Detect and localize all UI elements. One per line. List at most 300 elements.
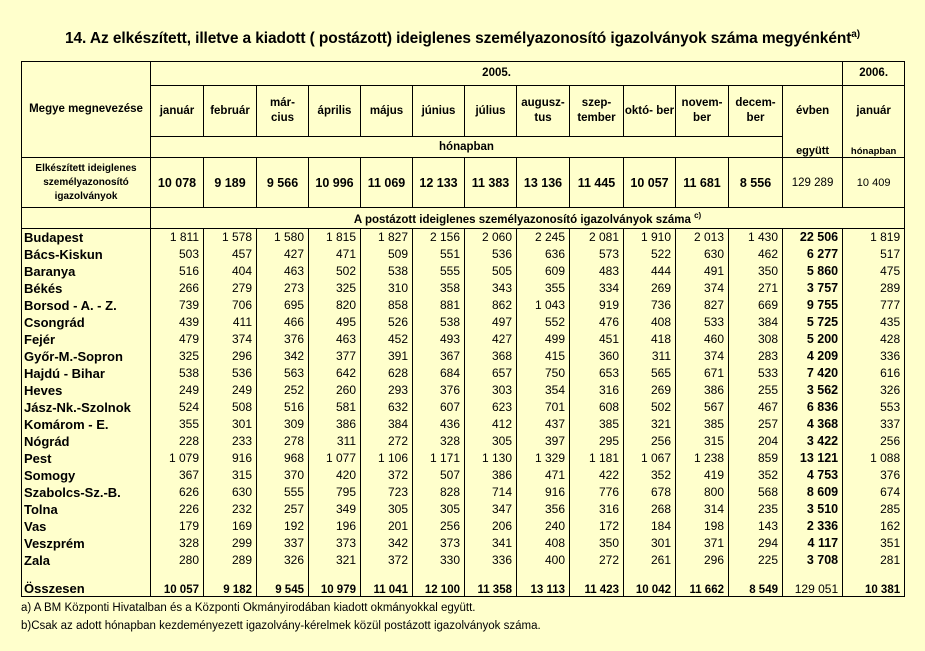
table-cell: 495	[309, 314, 361, 331]
table-cell: 334	[570, 280, 624, 297]
table-cell: 341	[465, 535, 517, 552]
month-header: októ- ber	[624, 86, 676, 137]
table-cell: 497	[465, 314, 517, 331]
table-cell: 226	[151, 501, 204, 518]
table-cell: 296	[676, 552, 729, 569]
table-cell: 3 757	[783, 280, 843, 297]
table-cell: 179	[151, 518, 204, 535]
table-cell: 422	[570, 467, 624, 484]
table-cell: 858	[361, 297, 413, 314]
table-cell: 196	[309, 518, 361, 535]
table-cell: 968	[257, 450, 309, 467]
table-cell: 827	[676, 297, 729, 314]
table-cell: 555	[413, 263, 465, 280]
table-cell: 795	[309, 484, 361, 501]
table-cell: 1 329	[517, 450, 570, 467]
table-cell: 295	[570, 433, 624, 450]
table-cell: 503	[151, 246, 204, 263]
elkeszitett-value: 10 409	[843, 158, 905, 208]
table-cell: 326	[257, 552, 309, 569]
table-cell: 271	[729, 280, 783, 297]
postazott-header: A postázott ideiglenes személyazonosító igazolványok száma $^{c)}$	[151, 208, 905, 229]
table-cell: 305	[413, 501, 465, 518]
table-cell: 516	[151, 263, 204, 280]
table-cell: 4 753	[783, 467, 843, 484]
table-cell: 373	[413, 535, 465, 552]
table-cell: 172	[570, 518, 624, 535]
table-cell: 296	[204, 348, 257, 365]
table-cell: 533	[676, 314, 729, 331]
table-cell: 436	[413, 416, 465, 433]
table-title: 14. Az elkészített, illetve a kiadott ( postázott) ideiglenes személyazonosító igazolványok száma megyénként$^{a)}$	[65, 29, 860, 48]
table-cell: 358	[413, 280, 465, 297]
table-cell: 256	[843, 433, 905, 450]
table-cell: 581	[309, 399, 361, 416]
table-cell: 260	[309, 382, 361, 399]
table-cell: 310	[361, 280, 413, 297]
table-cell: 326	[843, 382, 905, 399]
table-cell: 563	[257, 365, 309, 382]
table-cell: 6 277	[783, 246, 843, 263]
table-cell: 336	[843, 348, 905, 365]
table-cell: 777	[843, 297, 905, 314]
table-cell: 162	[843, 518, 905, 535]
table-cell: 630	[676, 246, 729, 263]
evben-header: évben	[783, 86, 843, 137]
table-cell: 536	[204, 365, 257, 382]
table-cell: 349	[309, 501, 361, 518]
table-cell: 384	[361, 416, 413, 433]
table-cell: 1 130	[465, 450, 517, 467]
county-name: Vas	[22, 518, 151, 535]
table-cell: 257	[257, 501, 309, 518]
megye-header: Megye megnevezése	[22, 62, 151, 158]
table-cell: 462	[729, 246, 783, 263]
elkeszitett-value: 10 057	[624, 158, 676, 208]
table-cell: 372	[361, 467, 413, 484]
total-value: 10 979	[309, 569, 361, 596]
table-cell: 467	[729, 399, 783, 416]
table-cell: 350	[729, 263, 783, 280]
table-cell: 1 430	[729, 229, 783, 247]
table-cell: 293	[361, 382, 413, 399]
table-cell: 228	[151, 433, 204, 450]
table-cell: 269	[624, 280, 676, 297]
table-cell: 609	[517, 263, 570, 280]
table-cell: 452	[361, 331, 413, 348]
table-cell: 316	[570, 382, 624, 399]
table-row	[22, 552, 905, 569]
month-header: június	[413, 86, 465, 137]
table-cell: 427	[465, 331, 517, 348]
honapban-header: hónapban	[151, 137, 783, 158]
table-cell: 750	[517, 365, 570, 382]
table-cell: 360	[570, 348, 624, 365]
table-cell: 1 171	[413, 450, 465, 467]
table-row	[22, 263, 905, 280]
table-row	[22, 331, 905, 348]
table-cell: 3 708	[783, 552, 843, 569]
table-cell: 632	[361, 399, 413, 416]
county-name: Zala	[22, 552, 151, 569]
blank-cell	[22, 208, 151, 229]
table-cell: 5 725	[783, 314, 843, 331]
month-header: július	[465, 86, 517, 137]
footnote-b: b)Csak az adott hónapban kezdeményezett igazolvány-kérelmek közül postázott igazolványok száma.	[21, 620, 541, 632]
table-cell: 377	[309, 348, 361, 365]
table-cell: 367	[413, 348, 465, 365]
table-cell: 479	[151, 331, 204, 348]
table-cell: 1 067	[624, 450, 676, 467]
table-cell: 463	[257, 263, 309, 280]
table-cell: 314	[676, 501, 729, 518]
table-cell: 279	[204, 280, 257, 297]
table-cell: 412	[465, 416, 517, 433]
table-row	[22, 484, 905, 501]
table-cell: 471	[309, 246, 361, 263]
table-cell: 636	[517, 246, 570, 263]
table-cell: 256	[413, 518, 465, 535]
table-cell: 522	[624, 246, 676, 263]
table-cell: 1 811	[151, 229, 204, 247]
table-row	[22, 467, 905, 484]
table-cell: 573	[570, 246, 624, 263]
table-cell: 372	[361, 552, 413, 569]
table-cell: 309	[257, 416, 309, 433]
table-cell: 272	[570, 552, 624, 569]
elkeszitett-value: 13 136	[517, 158, 570, 208]
table-cell: 626	[151, 484, 204, 501]
table-cell: 370	[257, 467, 309, 484]
table-cell: 316	[570, 501, 624, 518]
postazott-footnote-mark: c)	[694, 210, 702, 220]
table-cell: 820	[309, 297, 361, 314]
month-header: január	[151, 86, 204, 137]
table-cell: 169	[204, 518, 257, 535]
table-cell: 628	[361, 365, 413, 382]
total-value: 11 423	[570, 569, 624, 596]
table-cell: 249	[151, 382, 204, 399]
table-cell: 336	[465, 552, 517, 569]
table-cell: 671	[676, 365, 729, 382]
table-cell: 568	[729, 484, 783, 501]
table-row	[22, 450, 905, 467]
table-cell: 623	[465, 399, 517, 416]
elkeszitett-value: 11 069	[361, 158, 413, 208]
table-row	[22, 382, 905, 399]
table-cell: 538	[151, 365, 204, 382]
table-cell: 4 117	[783, 535, 843, 552]
total-value: 11 358	[465, 569, 517, 596]
table-cell: 206	[465, 518, 517, 535]
table-cell: 184	[624, 518, 676, 535]
table-cell: 368	[465, 348, 517, 365]
table-cell: 201	[361, 518, 413, 535]
total-value: 129 051	[783, 569, 843, 596]
table-cell: 384	[729, 314, 783, 331]
table-cell: 491	[676, 263, 729, 280]
table-cell: 376	[843, 467, 905, 484]
table-cell: 355	[517, 280, 570, 297]
table-cell: 460	[676, 331, 729, 348]
table-cell: 776	[570, 484, 624, 501]
table-cell: 266	[151, 280, 204, 297]
table-cell: 355	[151, 416, 204, 433]
county-name: Pest	[22, 450, 151, 467]
total-value: 10 057	[151, 569, 204, 596]
table-cell: 252	[257, 382, 309, 399]
table-cell: 376	[257, 331, 309, 348]
month-header: már- cius	[257, 86, 309, 137]
county-name: Győr-M.-Sopron	[22, 348, 151, 365]
table-cell: 311	[309, 433, 361, 450]
footnote-a: a) A BM Központi Hivatalban és a Központi Okmányirodában kiadott okmányokkal együtt.	[21, 602, 476, 614]
table-cell: 526	[361, 314, 413, 331]
county-name: Jász-Nk.-Szolnok	[22, 399, 151, 416]
county-name: Szabolcs-Sz.-B.	[22, 484, 151, 501]
table-cell: 1 088	[843, 450, 905, 467]
month-header: augusz- tus	[517, 86, 570, 137]
county-name: Komárom - E.	[22, 416, 151, 433]
table-cell: 235	[729, 501, 783, 518]
table-cell: 444	[624, 263, 676, 280]
elkeszitett-value: 12 133	[413, 158, 465, 208]
table-cell: 350	[570, 535, 624, 552]
table-cell: 502	[624, 399, 676, 416]
table-cell: 800	[676, 484, 729, 501]
table-cell: 1 819	[843, 229, 905, 247]
table-cell: 280	[151, 552, 204, 569]
table-cell: 1 815	[309, 229, 361, 247]
table-cell: 303	[465, 382, 517, 399]
table-cell: 1 043	[517, 297, 570, 314]
county-name: Baranya	[22, 263, 151, 280]
table-row	[22, 246, 905, 263]
table-cell: 325	[151, 348, 204, 365]
table-cell: 143	[729, 518, 783, 535]
table-cell: 695	[257, 297, 309, 314]
table-cell: 328	[151, 535, 204, 552]
table-cell: 325	[309, 280, 361, 297]
table-cell: 337	[257, 535, 309, 552]
total-row	[22, 569, 905, 596]
table-cell: 1 578	[204, 229, 257, 247]
table-cell: 919	[570, 297, 624, 314]
table-cell: 538	[361, 263, 413, 280]
elkeszitett-value: 9 566	[257, 158, 309, 208]
table-cell: 516	[257, 399, 309, 416]
honapban-2006-header: hónapban	[843, 137, 905, 158]
table-cell: 524	[151, 399, 204, 416]
table-cell: 669	[729, 297, 783, 314]
table-cell: 347	[465, 501, 517, 518]
table-cell: 505	[465, 263, 517, 280]
table-cell: 419	[676, 467, 729, 484]
table-cell: 493	[413, 331, 465, 348]
table-cell: 225	[729, 552, 783, 569]
table-cell: 608	[570, 399, 624, 416]
county-name: Fejér	[22, 331, 151, 348]
elkeszitett-label: Elkészített ideiglenes személyazonosító igazolványok	[22, 158, 151, 208]
table-cell: 739	[151, 297, 204, 314]
table-cell: 5 860	[783, 263, 843, 280]
table-cell: 538	[413, 314, 465, 331]
table-cell: 2 336	[783, 518, 843, 535]
table-cell: 427	[257, 246, 309, 263]
table-cell: 374	[204, 331, 257, 348]
table-cell: 1 077	[309, 450, 361, 467]
table-cell: 343	[465, 280, 517, 297]
total-value: 13 113	[517, 569, 570, 596]
table-cell: 281	[843, 552, 905, 569]
table-cell: 269	[624, 382, 676, 399]
table-cell: 684	[413, 365, 465, 382]
county-name: Borsod - A. - Z.	[22, 297, 151, 314]
table-row	[22, 229, 905, 247]
table-cell: 261	[624, 552, 676, 569]
table-cell: 475	[843, 263, 905, 280]
county-name: Budapest	[22, 229, 151, 247]
table-cell: 268	[624, 501, 676, 518]
county-name: Tolna	[22, 501, 151, 518]
table-cell: 536	[465, 246, 517, 263]
table-cell: 255	[729, 382, 783, 399]
table-cell: 881	[413, 297, 465, 314]
table-cell: 374	[676, 280, 729, 297]
county-name: Bács-Kiskun	[22, 246, 151, 263]
table-cell: 386	[309, 416, 361, 433]
table-row	[22, 535, 905, 552]
county-name: Békés	[22, 280, 151, 297]
year-2006-header: 2006.	[843, 62, 905, 86]
table-cell: 305	[361, 501, 413, 518]
table-cell: 607	[413, 399, 465, 416]
table-cell: 2 060	[465, 229, 517, 247]
table-cell: 565	[624, 365, 676, 382]
table-cell: 420	[309, 467, 361, 484]
table-cell: 373	[309, 535, 361, 552]
table-cell: 374	[676, 348, 729, 365]
table-cell: 301	[204, 416, 257, 433]
table-cell: 437	[517, 416, 570, 433]
table-cell: 706	[204, 297, 257, 314]
table-cell: 3 510	[783, 501, 843, 518]
table-cell: 289	[843, 280, 905, 297]
elkeszitett-value: 129 289	[783, 158, 843, 208]
table-cell: 204	[729, 433, 783, 450]
table-cell: 13 121	[783, 450, 843, 467]
table-cell: 457	[204, 246, 257, 263]
elkeszitett-value: 8 556	[729, 158, 783, 208]
egyutt-header: együtt	[783, 137, 843, 158]
table-cell: 249	[204, 382, 257, 399]
table-cell: 285	[843, 501, 905, 518]
table-cell: 301	[624, 535, 676, 552]
table-cell: 736	[624, 297, 676, 314]
table-cell: 714	[465, 484, 517, 501]
table-cell: 337	[843, 416, 905, 433]
month-header: május	[361, 86, 413, 137]
table-cell: 233	[204, 433, 257, 450]
table-cell: 483	[570, 263, 624, 280]
table-row	[22, 416, 905, 433]
table-cell: 198	[676, 518, 729, 535]
table-cell: 2 245	[517, 229, 570, 247]
table-cell: 240	[517, 518, 570, 535]
total-value: 9 182	[204, 569, 257, 596]
total-label: Összesen	[22, 569, 151, 596]
table-row	[22, 518, 905, 535]
table-cell: 451	[570, 331, 624, 348]
table-cell: 308	[729, 331, 783, 348]
table-cell: 4 368	[783, 416, 843, 433]
table-cell: 435	[843, 314, 905, 331]
county-name: Somogy	[22, 467, 151, 484]
county-name: Csongrád	[22, 314, 151, 331]
table-cell: 508	[204, 399, 257, 416]
total-value: 10 381	[843, 569, 905, 596]
table-cell: 273	[257, 280, 309, 297]
table-cell: 415	[517, 348, 570, 365]
table-cell: 701	[517, 399, 570, 416]
table-cell: 553	[843, 399, 905, 416]
table-row	[22, 399, 905, 416]
table-cell: 428	[843, 331, 905, 348]
table-cell: 552	[517, 314, 570, 331]
table-cell: 674	[843, 484, 905, 501]
table-cell: 507	[413, 467, 465, 484]
title-footnote-mark: a)	[851, 29, 860, 40]
month-header: szep- tember	[570, 86, 624, 137]
table-cell: 723	[361, 484, 413, 501]
table-cell: 916	[204, 450, 257, 467]
table-cell: 386	[465, 467, 517, 484]
total-value: 10 042	[624, 569, 676, 596]
table-cell: 283	[729, 348, 783, 365]
table-cell: 391	[361, 348, 413, 365]
elkeszitett-value: 10 996	[309, 158, 361, 208]
table-cell: 404	[204, 263, 257, 280]
table-cell: 4 209	[783, 348, 843, 365]
table-cell: 2 013	[676, 229, 729, 247]
statistics-table	[21, 61, 905, 597]
table-row	[22, 297, 905, 314]
table-cell: 397	[517, 433, 570, 450]
table-cell: 272	[361, 433, 413, 450]
table-cell: 257	[729, 416, 783, 433]
table-cell: 371	[676, 535, 729, 552]
table-cell: 2 156	[413, 229, 465, 247]
total-value: 11 041	[361, 569, 413, 596]
table-cell: 321	[624, 416, 676, 433]
table-cell: 1 827	[361, 229, 413, 247]
table-cell: 1 106	[361, 450, 413, 467]
table-cell: 315	[676, 433, 729, 450]
table-row	[22, 314, 905, 331]
county-name: Veszprém	[22, 535, 151, 552]
total-value: 9 545	[257, 569, 309, 596]
table-row	[22, 365, 905, 382]
elkeszitett-value: 11 383	[465, 158, 517, 208]
county-name: Hajdú - Bihar	[22, 365, 151, 382]
table-cell: 1 181	[570, 450, 624, 467]
table-cell: 321	[309, 552, 361, 569]
table-cell: 385	[676, 416, 729, 433]
table-row	[22, 501, 905, 518]
table-cell: 315	[204, 467, 257, 484]
total-value: 8 549	[729, 569, 783, 596]
table-cell: 678	[624, 484, 676, 501]
